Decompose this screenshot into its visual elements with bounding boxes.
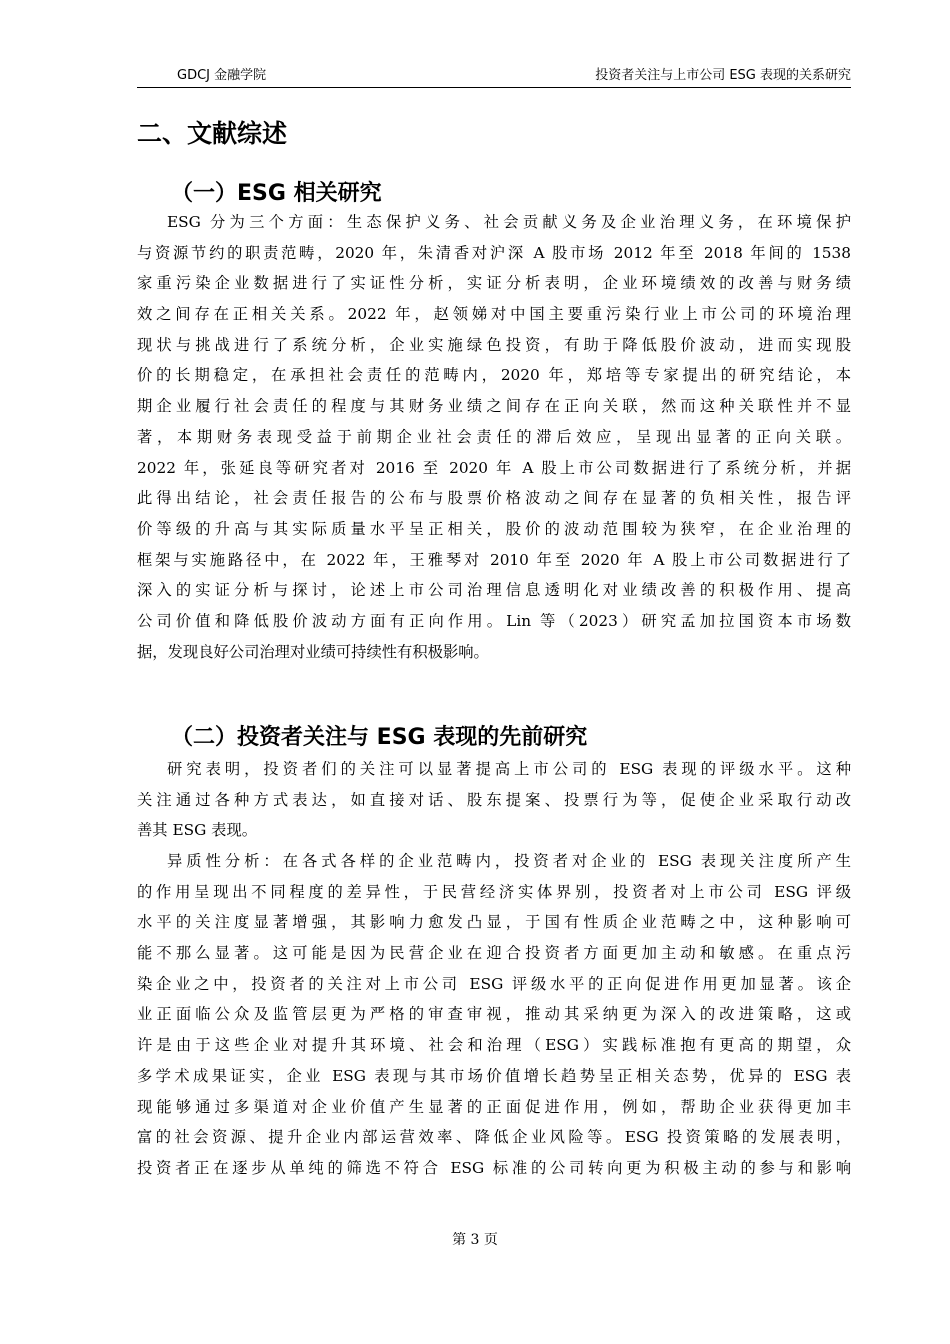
text-line: 此得出结论，社会责任报告的公布与股票价格波动之间存在显著的负相关性，报告评 xyxy=(137,489,851,508)
text-line: 深入的实证分析与探讨，论述上市公司治理信息透明化对业绩改善的积极作用、提高 xyxy=(137,581,851,600)
text-line: 与资源节约的职责范畴，2020 年，朱清香对沪深 A 股市场 2012 年至 2018 年间的 1538 xyxy=(137,243,851,262)
paragraph-investor-attention-intro xyxy=(137,754,851,846)
section-title: 二、文献综述 xyxy=(137,119,288,148)
subsection-title-esg-research: （一）ESG 相关研究 xyxy=(171,181,382,206)
text-line: 染企业之中，投资者的关注对上市公司 ESG 评级水平的正向促进作用更加显著。该企 xyxy=(137,974,851,993)
page-header xyxy=(137,66,851,88)
text-line: 据，发现良好公司治理对业绩可持续性有积极影响。 xyxy=(137,642,489,661)
text-line: 研究表明，投资者们的关注可以显著提高上市公司的 ESG 表现的评级水平。这种 xyxy=(167,760,851,778)
text-line: 家重污染企业数据进行了实证性分析，实证分析表明，企业环境绩效的改善与财务绩 xyxy=(137,274,851,293)
text-line: 多学术成果证实，企业 ESG 表现与其市场价值增长趋势呈正相关态势，优异的 ESG 表 xyxy=(137,1066,851,1085)
paragraph-esg-research xyxy=(137,207,851,667)
text-line: 能不那么显著。这可能是因为民营企业在迎合投资者方面更加主动和敏感。在重点污 xyxy=(137,944,851,963)
text-line: 期企业履行社会责任的程度与其财务业绩之间存在正向关联，然而这种关联性并不显 xyxy=(137,397,851,416)
text-line: ESG 分为三个方面：生态保护义务、社会贡献义务及企业治理义务，在环境保护 xyxy=(167,213,851,231)
paragraph-heterogeneity-analysis xyxy=(137,846,851,1184)
page-number: 第 3 页 xyxy=(452,1232,498,1248)
text-line: 公司价值和降低股价波动方面有正向作用。Lin 等（2023）研究孟加拉国资本市场数 xyxy=(137,611,851,630)
header-institution: GDCJ 金融学院 xyxy=(177,68,267,83)
subsection-title-investor-attention: （二）投资者关注与 ESG 表现的先前研究 xyxy=(171,725,588,750)
text-line: 2022 年，张延良等研究者对 2016 至 2020 年 A 股上市公司数据进行了系统分析，并据 xyxy=(137,458,851,477)
text-line: 关注通过各种方式表达，如直接对话、股东提案、投票行为等，促使企业采取行动改 xyxy=(137,790,851,809)
text-line: 价的长期稳定，在承担社会责任的范畴内，2020 年，郑培等专家提出的研究结论，本 xyxy=(137,366,851,385)
text-line: 现状与挑战进行了系统分析，企业实施绿色投资，有助于降低股价波动，进而实现股 xyxy=(137,335,851,354)
text-line: 异质性分析：在各式各样的企业范畴内，投资者对企业的 ESG 表现关注度所产生 xyxy=(167,852,851,870)
text-line: 富的社会资源、提升企业内部运营效率、降低企业风险等。ESG 投资策略的发展表明， xyxy=(137,1128,851,1147)
header-divider xyxy=(137,87,851,88)
text-line: 水平的关注度显著增强，其影响力愈发凸显，于国有性质企业范畴之中，这种影响可 xyxy=(137,913,851,932)
text-line: 框架与实施路径中，在 2022 年，王雅琴对 2010 年至 2020 年 A 股上市公司数据进行了 xyxy=(137,550,851,569)
text-line: 业正面临公众及监管层更为严格的审查审视，推动其采纳更为深入的改进策略，这或 xyxy=(137,1005,851,1024)
text-line: 现能够通过多渠道对企业价值产生显著的正面促进作用，例如，帮助企业获得更加丰 xyxy=(137,1097,851,1116)
text-line: 善其 ESG 表现。 xyxy=(137,821,258,840)
text-line: 的作用呈现出不同程度的差异性，于民营经济实体界别，投资者对上市公司 ESG 评级 xyxy=(137,882,851,901)
text-line: 价等级的升高与其实际质量水平呈正相关，股价的波动范围较为狭窄，在企业治理的 xyxy=(137,519,851,538)
header-thesis-title: 投资者关注与上市公司 ESG 表现的关系研究 xyxy=(595,68,851,83)
text-line: 投资者正在逐步从单纯的筛选不符合 ESG 标准的公司转向更为积极主动的参与和影响 xyxy=(137,1158,851,1177)
text-line: 著，本期财务表现受益于前期企业社会责任的滞后效应，呈现出显著的正向关联。 xyxy=(137,427,851,446)
text-line: 效之间存在正相关关系。2022 年，赵领娣对中国主要重污染行业上市公司的环境治理 xyxy=(137,305,851,324)
text-line: 许是由于这些企业对提升其环境、社会和治理（ESG）实践标准抱有更高的期望，众 xyxy=(137,1036,851,1055)
